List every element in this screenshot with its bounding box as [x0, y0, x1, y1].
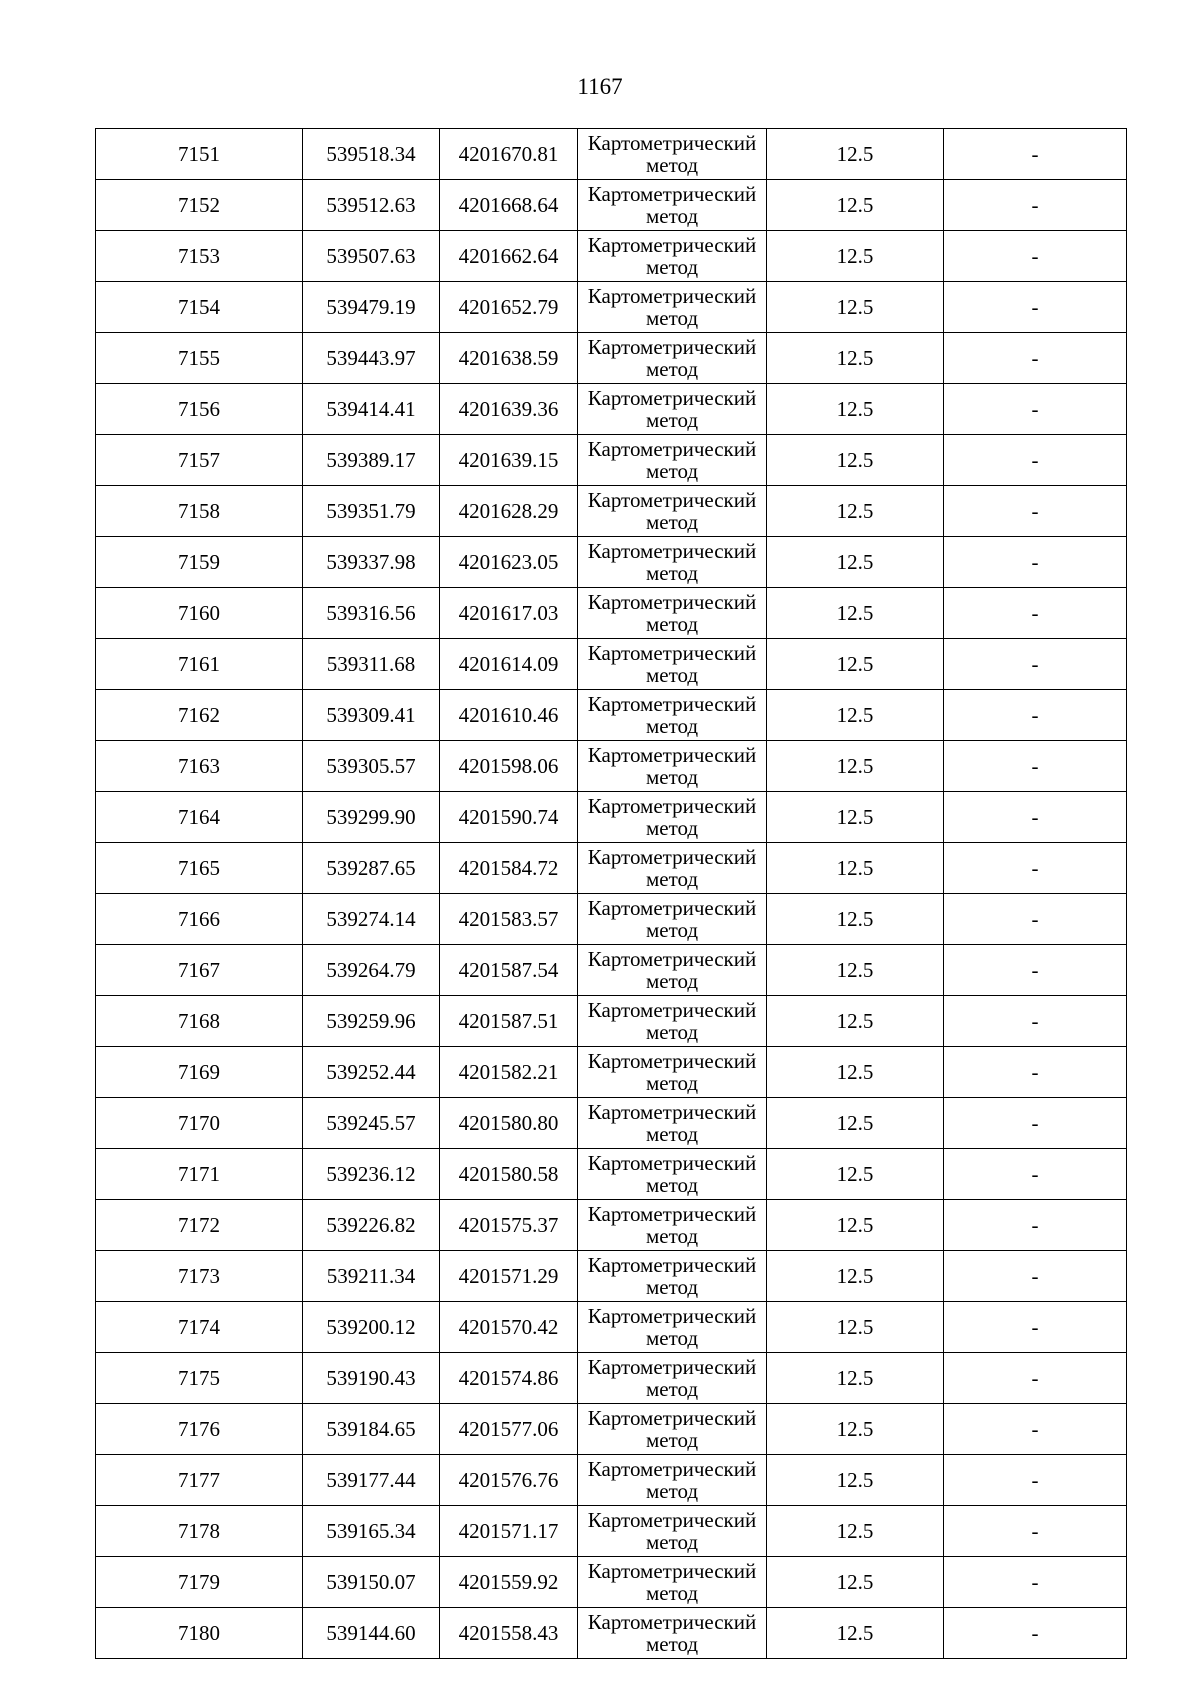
accuracy-cell: 12.5 [767, 945, 944, 996]
table-row [96, 1608, 1127, 1659]
table-row [96, 129, 1127, 180]
y-coordinate-cell: 4201570.42 [440, 1302, 578, 1353]
x-coordinate-cell: 539443.97 [303, 333, 440, 384]
point-number-cell: 7160 [96, 588, 303, 639]
method-cell [578, 1149, 767, 1200]
y-coordinate-cell: 4201598.06 [440, 741, 578, 792]
method-cell [578, 537, 767, 588]
point-number-cell: 7170 [96, 1098, 303, 1149]
table-row [96, 945, 1127, 996]
note-cell: - [944, 1149, 1127, 1200]
y-coordinate-cell: 4201639.15 [440, 435, 578, 486]
accuracy-cell: 12.5 [767, 486, 944, 537]
x-coordinate-cell: 539299.90 [303, 792, 440, 843]
x-coordinate-cell: 539184.65 [303, 1404, 440, 1455]
method-line-2: метод [645, 714, 699, 738]
method-line-1: Картометрический [587, 1559, 757, 1583]
page-number: 1167 [577, 74, 623, 99]
note-cell: - [944, 894, 1127, 945]
y-coordinate-cell: 4201617.03 [440, 588, 578, 639]
method-line-2: метод [645, 816, 699, 840]
y-coordinate-cell: 4201610.46 [440, 690, 578, 741]
note-cell: - [944, 384, 1127, 435]
method-cell [578, 180, 767, 231]
accuracy-cell: 12.5 [767, 588, 944, 639]
table-row [96, 1455, 1127, 1506]
method-line-2: метод [645, 1122, 699, 1146]
note-cell: - [944, 741, 1127, 792]
x-coordinate-cell: 539200.12 [303, 1302, 440, 1353]
method-line-1: Картометрический [587, 743, 757, 767]
accuracy-cell: 12.5 [767, 231, 944, 282]
x-coordinate-cell: 539150.07 [303, 1557, 440, 1608]
point-number-cell: 7180 [96, 1608, 303, 1659]
method-cell [578, 231, 767, 282]
method-line-2: метод [645, 1020, 699, 1044]
note-cell: - [944, 486, 1127, 537]
table-row [96, 231, 1127, 282]
x-coordinate-cell: 539274.14 [303, 894, 440, 945]
y-coordinate-cell: 4201558.43 [440, 1608, 578, 1659]
point-number-cell: 7158 [96, 486, 303, 537]
note-cell: - [944, 1047, 1127, 1098]
note-cell: - [944, 537, 1127, 588]
point-number-cell: 7159 [96, 537, 303, 588]
note-cell: - [944, 945, 1127, 996]
table-row [96, 1506, 1127, 1557]
x-coordinate-cell: 539309.41 [303, 690, 440, 741]
x-coordinate-cell: 539507.63 [303, 231, 440, 282]
note-cell: - [944, 282, 1127, 333]
note-cell: - [944, 129, 1127, 180]
method-line-1: Картометрический [587, 1610, 757, 1634]
method-line-1: Картометрический [587, 284, 757, 308]
method-line-2: метод [645, 255, 699, 279]
point-number-cell: 7154 [96, 282, 303, 333]
table-row [96, 1302, 1127, 1353]
x-coordinate-cell: 539165.34 [303, 1506, 440, 1557]
accuracy-cell: 12.5 [767, 1200, 944, 1251]
y-coordinate-cell: 4201571.17 [440, 1506, 578, 1557]
table-row [96, 1251, 1127, 1302]
y-coordinate-cell: 4201623.05 [440, 537, 578, 588]
method-line-2: метод [645, 663, 699, 687]
coordinates-table [95, 128, 1127, 1659]
x-coordinate-cell: 539177.44 [303, 1455, 440, 1506]
method-cell [578, 333, 767, 384]
y-coordinate-cell: 4201587.54 [440, 945, 578, 996]
accuracy-cell: 12.5 [767, 1404, 944, 1455]
table-row [96, 282, 1127, 333]
point-number-cell: 7172 [96, 1200, 303, 1251]
point-number-cell: 7152 [96, 180, 303, 231]
x-coordinate-cell: 539414.41 [303, 384, 440, 435]
note-cell: - [944, 231, 1127, 282]
method-line-2: метод [645, 1632, 699, 1656]
method-line-2: метод [645, 1428, 699, 1452]
table-row [96, 1557, 1127, 1608]
table-row [96, 1404, 1127, 1455]
y-coordinate-cell: 4201628.29 [440, 486, 578, 537]
method-cell [578, 384, 767, 435]
accuracy-cell: 12.5 [767, 1047, 944, 1098]
accuracy-cell: 12.5 [767, 282, 944, 333]
method-line-1: Картометрический [587, 488, 757, 512]
method-line-2: метод [645, 1326, 699, 1350]
method-cell [578, 1353, 767, 1404]
method-line-2: метод [645, 153, 699, 177]
table-row [96, 741, 1127, 792]
accuracy-cell: 12.5 [767, 384, 944, 435]
point-number-cell: 7161 [96, 639, 303, 690]
point-number-cell: 7178 [96, 1506, 303, 1557]
x-coordinate-cell: 539337.98 [303, 537, 440, 588]
accuracy-cell: 12.5 [767, 741, 944, 792]
accuracy-cell: 12.5 [767, 1302, 944, 1353]
method-line-1: Картометрический [587, 641, 757, 665]
method-line-2: метод [645, 1071, 699, 1095]
method-line-2: метод [645, 867, 699, 891]
x-coordinate-cell: 539236.12 [303, 1149, 440, 1200]
method-cell [578, 741, 767, 792]
method-cell [578, 1404, 767, 1455]
accuracy-cell: 12.5 [767, 1353, 944, 1404]
method-line-1: Картометрический [587, 896, 757, 920]
note-cell: - [944, 843, 1127, 894]
y-coordinate-cell: 4201590.74 [440, 792, 578, 843]
method-cell [578, 129, 767, 180]
method-cell [578, 945, 767, 996]
method-cell [578, 1302, 767, 1353]
point-number-cell: 7168 [96, 996, 303, 1047]
method-line-1: Картометрический [587, 794, 757, 818]
point-number-cell: 7151 [96, 129, 303, 180]
point-number-cell: 7153 [96, 231, 303, 282]
x-coordinate-cell: 539252.44 [303, 1047, 440, 1098]
x-coordinate-cell: 539351.79 [303, 486, 440, 537]
x-coordinate-cell: 539518.34 [303, 129, 440, 180]
point-number-cell: 7163 [96, 741, 303, 792]
x-coordinate-cell: 539389.17 [303, 435, 440, 486]
accuracy-cell: 12.5 [767, 1557, 944, 1608]
method-line-2: метод [645, 408, 699, 432]
table-row [96, 588, 1127, 639]
accuracy-cell: 12.5 [767, 843, 944, 894]
note-cell: - [944, 1251, 1127, 1302]
x-coordinate-cell: 539144.60 [303, 1608, 440, 1659]
accuracy-cell: 12.5 [767, 996, 944, 1047]
table-row [96, 792, 1127, 843]
note-cell: - [944, 639, 1127, 690]
y-coordinate-cell: 4201559.92 [440, 1557, 578, 1608]
accuracy-cell: 12.5 [767, 1455, 944, 1506]
method-line-1: Картометрический [587, 233, 757, 257]
note-cell: - [944, 1608, 1127, 1659]
method-line-2: метод [645, 510, 699, 534]
method-cell [578, 1557, 767, 1608]
point-number-cell: 7165 [96, 843, 303, 894]
method-cell [578, 1098, 767, 1149]
method-line-2: метод [645, 1377, 699, 1401]
method-line-2: метод [645, 459, 699, 483]
method-line-1: Картометрический [587, 845, 757, 869]
method-line-1: Картометрический [587, 947, 757, 971]
accuracy-cell: 12.5 [767, 792, 944, 843]
method-line-1: Картометрический [587, 1304, 757, 1328]
method-cell [578, 1455, 767, 1506]
note-cell: - [944, 996, 1127, 1047]
note-cell: - [944, 1404, 1127, 1455]
y-coordinate-cell: 4201652.79 [440, 282, 578, 333]
accuracy-cell: 12.5 [767, 1506, 944, 1557]
y-coordinate-cell: 4201571.29 [440, 1251, 578, 1302]
point-number-cell: 7179 [96, 1557, 303, 1608]
method-line-1: Картометрический [587, 1049, 757, 1073]
y-coordinate-cell: 4201582.21 [440, 1047, 578, 1098]
method-cell [578, 1200, 767, 1251]
y-coordinate-cell: 4201580.58 [440, 1149, 578, 1200]
method-line-1: Картометрический [587, 1457, 757, 1481]
accuracy-cell: 12.5 [767, 1608, 944, 1659]
point-number-cell: 7167 [96, 945, 303, 996]
note-cell: - [944, 1506, 1127, 1557]
y-coordinate-cell: 4201584.72 [440, 843, 578, 894]
table-row [96, 1353, 1127, 1404]
y-coordinate-cell: 4201614.09 [440, 639, 578, 690]
x-coordinate-cell: 539211.34 [303, 1251, 440, 1302]
point-number-cell: 7177 [96, 1455, 303, 1506]
method-line-2: метод [645, 357, 699, 381]
method-cell [578, 435, 767, 486]
table-row [96, 996, 1127, 1047]
method-line-2: метод [645, 612, 699, 636]
x-coordinate-cell: 539287.65 [303, 843, 440, 894]
note-cell: - [944, 588, 1127, 639]
method-line-1: Картометрический [587, 692, 757, 716]
method-line-1: Картометрический [587, 386, 757, 410]
accuracy-cell: 12.5 [767, 435, 944, 486]
table-row [96, 333, 1127, 384]
accuracy-cell: 12.5 [767, 1098, 944, 1149]
note-cell: - [944, 333, 1127, 384]
x-coordinate-cell: 539226.82 [303, 1200, 440, 1251]
table-row [96, 639, 1127, 690]
method-line-2: метод [645, 204, 699, 228]
table-row [96, 384, 1127, 435]
table-row [96, 1200, 1127, 1251]
accuracy-cell: 12.5 [767, 333, 944, 384]
method-cell [578, 1608, 767, 1659]
y-coordinate-cell: 4201583.57 [440, 894, 578, 945]
method-line-2: метод [645, 1224, 699, 1248]
y-coordinate-cell: 4201577.06 [440, 1404, 578, 1455]
point-number-cell: 7166 [96, 894, 303, 945]
y-coordinate-cell: 4201587.51 [440, 996, 578, 1047]
method-cell [578, 639, 767, 690]
point-number-cell: 7156 [96, 384, 303, 435]
table-row [96, 843, 1127, 894]
table-row [96, 537, 1127, 588]
method-line-2: метод [645, 969, 699, 993]
point-number-cell: 7169 [96, 1047, 303, 1098]
method-line-2: метод [645, 918, 699, 942]
note-cell: - [944, 1353, 1127, 1404]
note-cell: - [944, 792, 1127, 843]
table-row [96, 1149, 1127, 1200]
method-cell [578, 894, 767, 945]
note-cell: - [944, 690, 1127, 741]
note-cell: - [944, 1200, 1127, 1251]
table-row [96, 690, 1127, 741]
y-coordinate-cell: 4201638.59 [440, 333, 578, 384]
y-coordinate-cell: 4201574.86 [440, 1353, 578, 1404]
point-number-cell: 7157 [96, 435, 303, 486]
accuracy-cell: 12.5 [767, 690, 944, 741]
y-coordinate-cell: 4201670.81 [440, 129, 578, 180]
note-cell: - [944, 435, 1127, 486]
note-cell: - [944, 1098, 1127, 1149]
method-line-1: Картометрический [587, 590, 757, 614]
table-row [96, 180, 1127, 231]
table-row [96, 486, 1127, 537]
accuracy-cell: 12.5 [767, 129, 944, 180]
method-cell [578, 1047, 767, 1098]
note-cell: - [944, 1557, 1127, 1608]
table-row [96, 1098, 1127, 1149]
y-coordinate-cell: 4201668.64 [440, 180, 578, 231]
point-number-cell: 7174 [96, 1302, 303, 1353]
point-number-cell: 7155 [96, 333, 303, 384]
x-coordinate-cell: 539305.57 [303, 741, 440, 792]
method-cell [578, 1506, 767, 1557]
method-line-2: метод [645, 1581, 699, 1605]
note-cell: - [944, 1455, 1127, 1506]
x-coordinate-cell: 539316.56 [303, 588, 440, 639]
method-line-1: Картометрический [587, 182, 757, 206]
point-number-cell: 7173 [96, 1251, 303, 1302]
method-line-1: Картометрический [587, 1202, 757, 1226]
accuracy-cell: 12.5 [767, 894, 944, 945]
point-number-cell: 7171 [96, 1149, 303, 1200]
table-row [96, 1047, 1127, 1098]
point-number-cell: 7176 [96, 1404, 303, 1455]
x-coordinate-cell: 539311.68 [303, 639, 440, 690]
method-cell [578, 1251, 767, 1302]
y-coordinate-cell: 4201639.36 [440, 384, 578, 435]
note-cell: - [944, 180, 1127, 231]
note-cell: - [944, 1302, 1127, 1353]
method-line-2: метод [645, 1530, 699, 1554]
x-coordinate-cell: 539190.43 [303, 1353, 440, 1404]
accuracy-cell: 12.5 [767, 537, 944, 588]
method-cell [578, 996, 767, 1047]
method-line-2: метод [645, 1275, 699, 1299]
method-cell [578, 282, 767, 333]
point-number-cell: 7175 [96, 1353, 303, 1404]
method-line-1: Картометрический [587, 1151, 757, 1175]
method-line-1: Картометрический [587, 131, 757, 155]
x-coordinate-cell: 539259.96 [303, 996, 440, 1047]
table-body [96, 129, 1127, 1659]
table-row [96, 435, 1127, 486]
method-line-2: метод [645, 306, 699, 330]
table-row [96, 894, 1127, 945]
y-coordinate-cell: 4201662.64 [440, 231, 578, 282]
x-coordinate-cell: 539245.57 [303, 1098, 440, 1149]
accuracy-cell: 12.5 [767, 639, 944, 690]
method-line-1: Картометрический [587, 1508, 757, 1532]
method-line-1: Картометрический [587, 335, 757, 359]
method-line-1: Картометрический [587, 1355, 757, 1379]
point-number-cell: 7164 [96, 792, 303, 843]
y-coordinate-cell: 4201576.76 [440, 1455, 578, 1506]
y-coordinate-cell: 4201580.80 [440, 1098, 578, 1149]
method-cell [578, 588, 767, 639]
x-coordinate-cell: 539264.79 [303, 945, 440, 996]
method-line-1: Картометрический [587, 1100, 757, 1124]
point-number-cell: 7162 [96, 690, 303, 741]
method-line-2: метод [645, 561, 699, 585]
method-cell [578, 486, 767, 537]
method-line-2: метод [645, 765, 699, 789]
y-coordinate-cell: 4201575.37 [440, 1200, 578, 1251]
x-coordinate-cell: 539479.19 [303, 282, 440, 333]
method-line-1: Картометрический [587, 437, 757, 461]
method-cell [578, 792, 767, 843]
accuracy-cell: 12.5 [767, 1149, 944, 1200]
method-line-1: Картометрический [587, 1406, 757, 1430]
method-cell [578, 843, 767, 894]
method-line-1: Картометрический [587, 1253, 757, 1277]
method-line-1: Картометрический [587, 998, 757, 1022]
accuracy-cell: 12.5 [767, 180, 944, 231]
method-cell [578, 690, 767, 741]
method-line-2: метод [645, 1173, 699, 1197]
method-line-2: метод [645, 1479, 699, 1503]
method-line-1: Картометрический [587, 539, 757, 563]
x-coordinate-cell: 539512.63 [303, 180, 440, 231]
accuracy-cell: 12.5 [767, 1251, 944, 1302]
